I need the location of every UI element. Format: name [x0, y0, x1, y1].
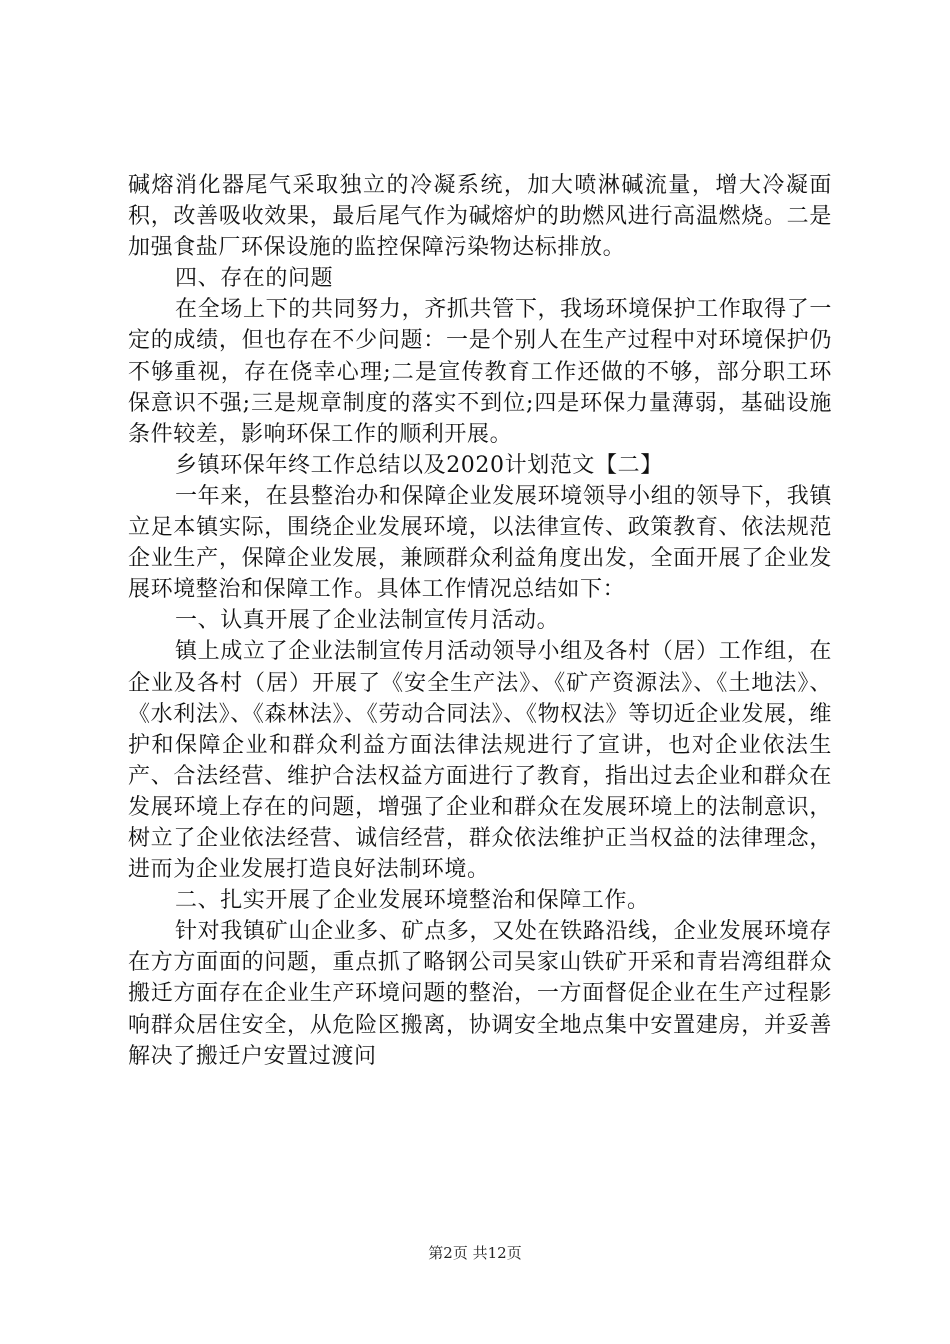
paragraph-continuation: 碱熔消化器尾气采取独立的冷凝系统，加大喷淋碱流量，增大冷凝面积，改善吸收效果，最后尾气作为碱熔炉的助燃风进行高温燃烧。二是加强食盐厂环保设施的监控保障污染物达标排放。 — [128, 173, 832, 261]
paragraph-intro: 一年来，在县整治办和保障企业发展环境领导小组的领导下，我镇立足本镇实际，围绕企业发展环境，以法律宣传、政策教育、依法规范企业生产，保障企业发展，兼顾群众利益角度出发，全面开展了企业发展环境整治和保障工作。具体工作情况总结如下： — [128, 483, 832, 603]
page-number-footer: 第2页 共12页 — [428, 1244, 522, 1262]
section-heading-problems: 四、存在的问题 — [175, 266, 334, 292]
document-title-part-two: 乡镇环保年终工作总结以及2020计划范文【二】 — [175, 452, 663, 478]
paragraph-problems: 在全场上下的共同努力，齐抓共管下，我场环境保护工作取得了一定的成绩，但也存在不少问题：一是个别人在生产过程中对环境保护仍不够重视，存在侥幸心理;二是宣传教育工作还做的不够，部分职工环保意识不强;三是规章制度的落实不到位;四是环保力量薄弱，基础设施条件较差，影响环保工作的顺利开展。 — [128, 297, 832, 447]
paragraph-environment-work: 针对我镇矿山企业多、矿点多，又处在铁路沿线，企业发展环境存在方方面面的问题，重点抓了略钢公司吴家山铁矿开采和青岩湾组群众搬迁方面存在企业生产环境问题的整治，一方面督促企业在生产过程影响群众居住安全，从危险区搬离，协调安全地点集中安置建房，并妥善解决了搬迁户安置过渡问 — [128, 919, 832, 1069]
section-heading-legal-month: 一、认真开展了企业法制宣传月活动。 — [175, 608, 560, 634]
section-heading-environment-work: 二、扎实开展了企业发展环境整治和保障工作。 — [175, 888, 650, 914]
document-body — [128, 170, 832, 1072]
paragraph-legal-month: 镇上成立了企业法制宣传月活动领导小组及各村（居）工作组，在企业及各村（居）开展了《安全生产法》、《矿产资源法》、《土地法》、《水利法》、《森林法》、《劳动合同法》、《物权法》等切近企业发展，维护和保障企业和群众利益方面法律法规进行了宣讲，也对企业依法生产、合法经营、维护合法权益方面进行了教育，指出过去企业和群众在发展环境上存在的问题，增强了企业和群众在发展环境上的法制意识，树立了企业依法经营、诚信经营，群众依法维护正当权益的法律理念，进而为企业发展打造良好法制环境。 — [128, 639, 832, 883]
